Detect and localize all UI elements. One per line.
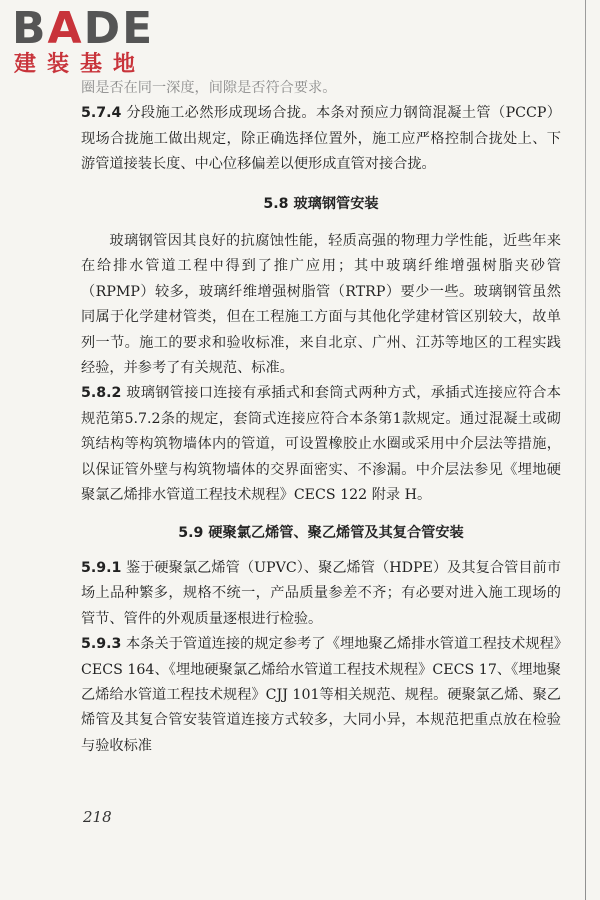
clause-number: 5.9.1 [81, 559, 122, 576]
section-5-8-intro: 玻璃钢管因其良好的抗腐蚀性能，轻质高强的物理力学性能，近些年来在给排水管道工程中得到了推广应用；其中玻璃纤维增强树脂夹砂管（RPMP）较多，玻璃纤维增强树脂管（RTRP）要少一些。玻璃钢管虽然同属于化学建材管类，但在工程施工方面与其他化学建材管区别较大，故单列一节。施工的要求和验收标准，来自北京、广州、江苏等地区的工程实践经验，并参考了有关规范、标准。 [81, 233, 561, 377]
page-number: 218 [83, 808, 112, 826]
watermark-brand: BADE [12, 3, 155, 54]
section-heading-5-9: 5.9 硬聚氯乙烯管、聚乙烯管及其复合管安装 [178, 524, 464, 541]
clause-text: 分段施工必然形成现场合拢。本条对预应力钢筒混凝土管（PCCP）现场合拢施工做出规定，除正确选择位置外，施工应严格控制合拢处上、下游管道接装长度、中心位移偏差以便形成直管对接合拢。 [81, 105, 561, 173]
watermark-logo [12, 3, 182, 78]
clause-text: 本条关于管道连接的规定参考了《埋地聚乙烯排水管道工程技术规程》CECS 164、《埋地硬聚氯乙烯给水管道工程技术规程》CECS 17、《埋地聚乙烯给水管道工程技术规程》CJJ 101等相关规范、规程。硬聚氯乙烯、聚乙烯管及其复合管安装管道连接方式较多，大同小异，本规范把重点放在检验与验收标准 [81, 636, 561, 754]
clause-text: 玻璃钢管接口连接有承插式和套筒式两种方式，承插式连接应符合本规范第5.7.2条的规定，套筒式连接应符合本条第1款规定。通过混凝土或砌筑结构等构筑物墙体内的管道，可设置橡胶止水圈或采用中介层法等措施，以保证管外壁与构筑物墙体的交界面密实、不渗漏。中介层法参见《埋地硬聚氯乙烯排水管道工程技术规程》CECS 122 附录 H。 [81, 385, 561, 504]
top-fragment: 圈是否在同一深度，间隙是否符合要求。 [81, 80, 337, 96]
watermark-subtitle: 建装基地 [14, 52, 147, 77]
scan-edge-line [585, 0, 586, 900]
clause-5-8-2 [81, 381, 561, 508]
page-body [81, 76, 561, 759]
clause-number: 5.7.4 [81, 105, 122, 122]
section-heading-5-8: 5.8 玻璃钢管安装 [263, 195, 379, 212]
clause-5-9-1 [81, 556, 561, 632]
clause-number: 5.9.3 [81, 636, 122, 653]
clause-5-9-3 [81, 632, 561, 759]
clause-5-7-4 [81, 101, 561, 177]
clause-text: 鉴于硬聚氯乙烯管（UPVC）、聚乙烯管（HDPE）及其复合管目前市场上品种繁多，规格不统一，产品质量参差不齐；有必要对进入施工现场的管节、管件的外观质量逐根进行检验。 [81, 559, 562, 627]
clause-number: 5.8.2 [81, 385, 122, 402]
